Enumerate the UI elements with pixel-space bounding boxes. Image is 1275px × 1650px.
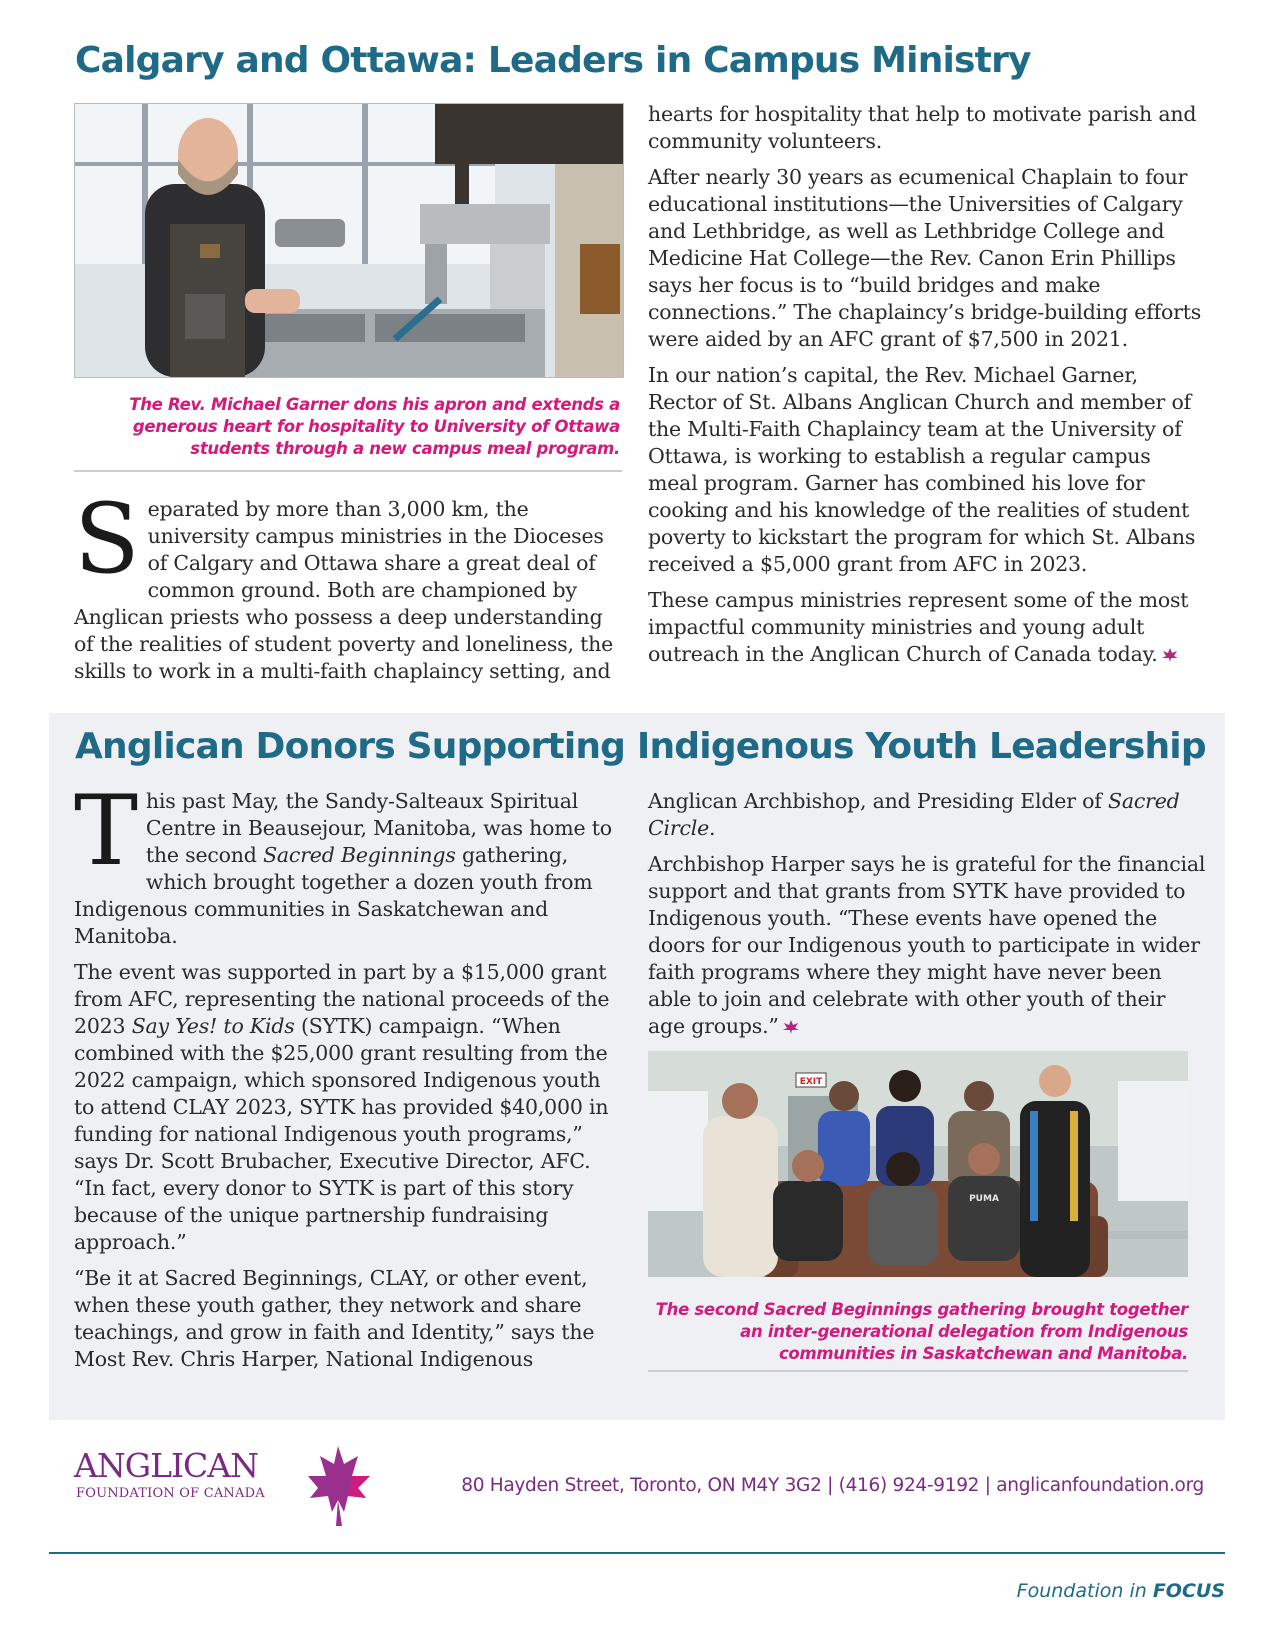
section2-right-column [648,788,1206,1049]
footer-contact-info: 80 Hayden Street, Toronto, ON M4Y 3G2 | (416) 924-9192 | anglicanfoundation.org [461,1475,1204,1496]
p1-text-b: gathering, which brought together a dozen youth from Indigenous communities in Saskatchewan and Manitoba. [74,843,593,948]
group-caption-divider [648,1370,1188,1372]
maple-leaf-end-icon [783,1020,799,1034]
section1-headline: Calgary and Ottawa: Leaders in Campus Ministry [75,40,1031,81]
group-photo-illustration [648,1051,1188,1277]
p2-text-a: The event was supported in part by a $15,000 grant from AFC, representing the national proceeds of the 2023 [74,960,610,1038]
section2-headline: Anglican Donors Supporting Indigenous Youth Leadership [75,726,1206,767]
exit-sign-text: EXIT [799,1077,823,1087]
anglican-foundation-logo [74,1446,374,1526]
section1-intro-paragraph [74,483,622,685]
dropcap-t: T [74,775,138,887]
maple-leaf-logo-icon [308,1446,370,1526]
closing-paragraph [648,587,1206,668]
p2-text-b: (SYTK) campaign. “When combined with the $25,000 grant resulting from the 2022 campaign, which sponsored Indigenous youth to attend CLAY 2023, SYTK has provided $40,000 in funding for national Indigenous youth programs,” says Dr. Scott Brubacher, Executive Director, AFC. “In fact, every donor to SYTK is part of this story because of the unique partnership fundraising approach.” [74,1014,609,1254]
section2-left-column [74,775,622,1382]
garner-photo-caption: The Rev. Michael Garner dons his apron and extends a generous heart for hospitality to University of Ottawa students through a new campus meal program. [129,395,620,458]
harper-gratitude-paragraph [648,851,1206,1040]
ottawa-paragraph: In our nation’s capital, the Rev. Michael Garner, Rector of St. Albans Anglican Church and member of the Multi-Faith Chaplaincy team at the University of Ottawa, is working to establish a regular campus meal program. Garner has combined his love for cooking and his knowledge of the realities of student poverty to kickstart the program for which St. Albans received a $5,000 grant from AFC in 2023. [648,363,1196,576]
p3-cont-text: Anglican Archbishop, and Presiding Elder of [648,789,1108,813]
garner-kitchen-photo [74,103,624,378]
calgary-paragraph: After nearly 30 years as ecumenical Chaplain to four educational institutions—the Universities of Calgary and Lethbridge, as well as Lethbridge College and Medicine Hat College—the Rev. Canon Erin Phillips says her focus is to “build bridges and make connections.” The chaplaincy’s bridge-building efforts were aided by an AFC grant of $7,500 in 2021. [648,165,1202,351]
caption-divider [74,470,622,472]
section1-right-column [648,101,1206,677]
p1-italic: Sacred Beginnings [263,843,456,867]
maple-leaf-end-icon [1162,648,1178,662]
intro-text: eparated by more than 3,000 km, the university campus ministries in the Dioceses of Calgary and Ottawa share a great deal of common ground. Both are championed by Anglican priests who possess a deep understanding of the realities of student poverty and loneliness, the skills to work in a multi-faith chaplaincy setting, and [74,497,614,683]
intro-continuation: hearts for hospitality that help to motivate parish and community volunteers. [648,102,1197,153]
logo-wordmark: ANGLICAN [74,1446,258,1485]
closing-text: These campus ministries represent some of the most impactful community ministries and young adult outreach in the Anglican Church of Canada today. [648,588,1189,666]
p3-cont-end: . [709,816,716,840]
garner-kitchen-illustration [75,104,623,377]
section1-left-column [74,483,622,694]
p4-text: Archbishop Harper says he is grateful for the financial support and that grants from SYTK have provided to Indigenous youth. “These events have opened the doors for our Indigenous youth to participate in wider faith programs where they might have never been able to join and celebrate with other youth of their age groups.” [648,852,1206,1038]
tagline-prefix: Foundation in [1016,1580,1153,1602]
logo-subtitle: FOUNDATION OF CANADA [76,1486,265,1501]
footer-divider [49,1552,1225,1554]
footer-tagline [880,1580,1225,1602]
p3-cont-italic: Sacred Circle [648,789,1180,840]
group-photo-caption: The second Sacred Beginnings gathering brought together an inter-generational delegation from Indigenous communities in Saskatchewan and Manitoba. [655,1300,1188,1363]
funding-paragraph [74,959,622,1256]
harper-quote-paragraph: “Be it at Sacred Beginnings, CLAY, or other event, when these youth gather, they network and share teachings, and grow in faith and Identity,” says the Most Rev. Chris Harper, National Indigenous [74,1266,595,1371]
p1-text-a: his past May, the Sandy-Salteaux Spiritual Centre in Beausejour, Manitoba, was home to the second [145,789,612,867]
sacred-beginnings-paragraph [74,775,622,950]
p2-italic: Say Yes! to Kids [131,1014,295,1038]
sacred-beginnings-group-photo [648,1051,1188,1277]
dropcap-s: S [74,483,140,595]
harper-title-continuation [648,788,1206,842]
tagline-focus: FOCUS [1152,1580,1225,1602]
shirt-text: PUMA [969,1194,999,1204]
